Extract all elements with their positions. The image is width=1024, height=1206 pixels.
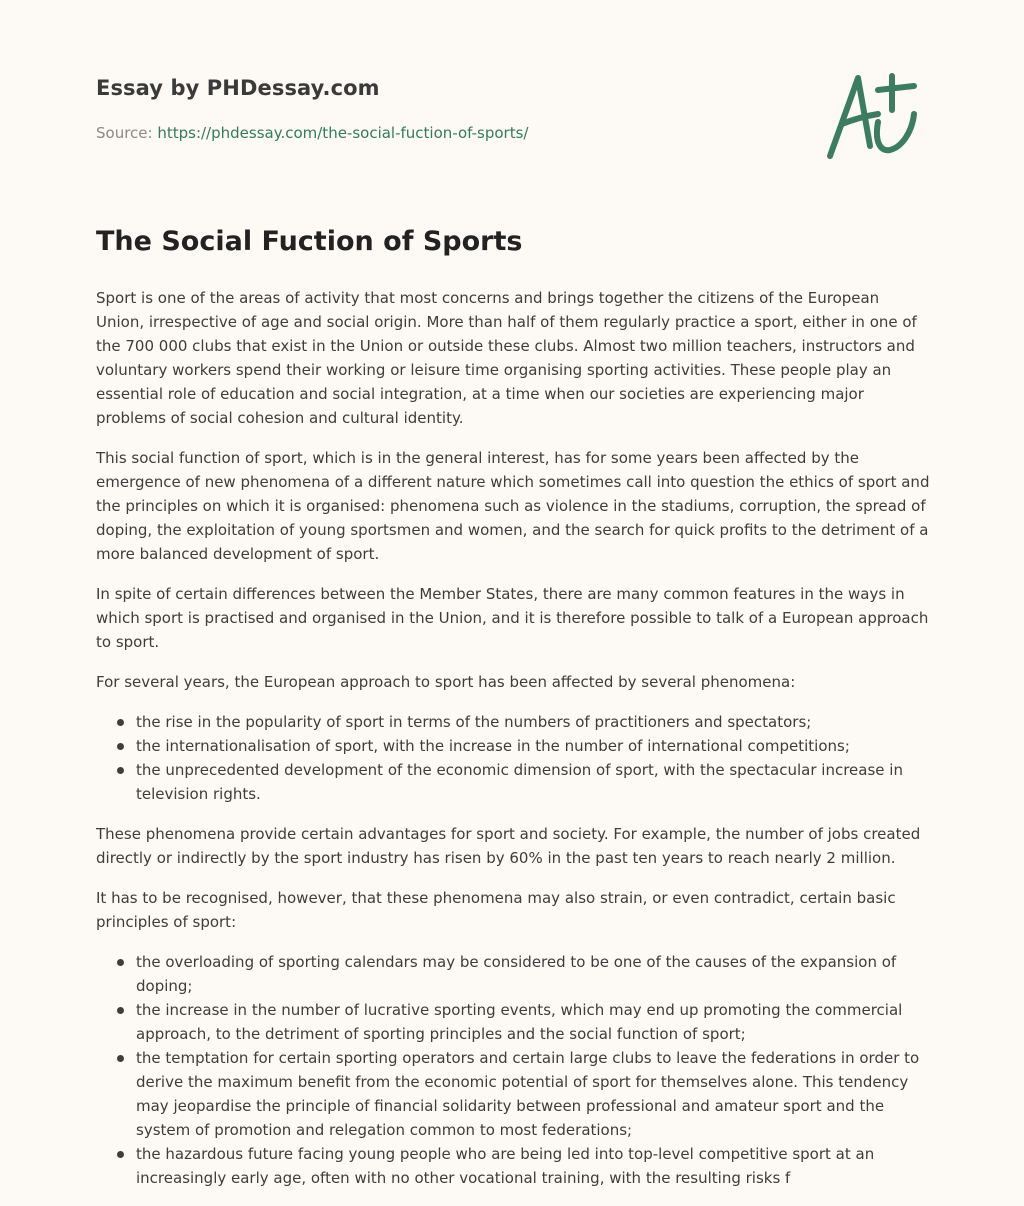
list-item: the temptation for certain sporting operators and certain large clubs to leave the federations in order to derive the maximum benefit from the economic potential of sport for themselves alone. This tendency may jeopardise the principle of financial solidarity between professional and amateur sport and the system of promotion and relegation common to most federations;: [136, 1046, 932, 1142]
paragraph: It has to be recognised, however, that these phenomena may also strain, or even contradict, certain basic principles of sport:: [96, 889, 896, 931]
list-item: the rise in the popularity of sport in terms of the numbers of practitioners and spectators;: [136, 710, 932, 734]
source-line: [96, 124, 528, 142]
source-label: Source:: [96, 124, 158, 142]
paragraph: For several years, the European approach to sport has been affected by several phenomena:: [96, 673, 796, 691]
principles-list: [96, 950, 932, 1190]
paragraph: These phenomena provide certain advantages for sport and society. For example, the number of jobs created directly or indirectly by the sport industry has risen by 60% in the past ten years to reach nearly 2 million.: [96, 825, 921, 867]
phenomena-list: [96, 710, 932, 806]
list-item: the overloading of sporting calendars may be considered to be one of the causes of the expansion of doping;: [136, 950, 932, 998]
essay-title: The Social Fuction of Sports: [96, 226, 523, 257]
list-item: the increase in the number of lucrative sporting events, which may end up promoting the commercial approach, to the detriment of sporting principles and the social function of sport;: [136, 998, 932, 1046]
paragraph: Sport is one of the areas of activity that most concerns and brings together the citizens of the European Union, irrespective of age and social origin. More than half of them regularly practice a sport, either in one of the 700 000 clubs that exist in the Union or outside these clubs. Almost two million teachers, instructors and voluntary workers spend their working or leisure time organising sporting activities. These people play an essential role of education and social integration, at a time when our societies are experiencing major problems of social cohesion and cultural identity.: [96, 289, 917, 427]
a-plus-logo-icon: [820, 68, 926, 164]
essay-body: [96, 286, 932, 1206]
list-item: the hazardous future facing young people who are being led into top-level competitive sport at an increasingly early age, often with no other vocational training, with the resulting risks f: [136, 1142, 932, 1190]
list-item: the unprecedented development of the economic dimension of sport, with the spectacular increase in television rights.: [136, 758, 932, 806]
list-item: the internationalisation of sport, with the increase in the number of international competitions;: [136, 734, 932, 758]
site-brand: Essay by PHDessay.com: [96, 76, 380, 100]
paragraph: This social function of sport, which is in the general interest, has for some years been affected by the emergence of new phenomena of a different nature which sometimes call into question the ethics of sport and the principles on which it is organised: phenomena such as violence in the stadiums, corruption, the spread of doping, the exploitation of young sportsmen and women, and the search for quick profits to the detriment of a more balanced development of sport.: [96, 449, 930, 563]
paragraph: In spite of certain differences between the Member States, there are many common features in the ways in which sport is practised and organised in the Union, and it is therefore possible to talk of a European approach to sport.: [96, 585, 929, 651]
logo-swoosh: [877, 114, 914, 150]
logo-plus-horizontal: [878, 86, 914, 90]
source-link[interactable]: https://phdessay.com/the-social-fuction-of-sports/: [157, 124, 529, 142]
